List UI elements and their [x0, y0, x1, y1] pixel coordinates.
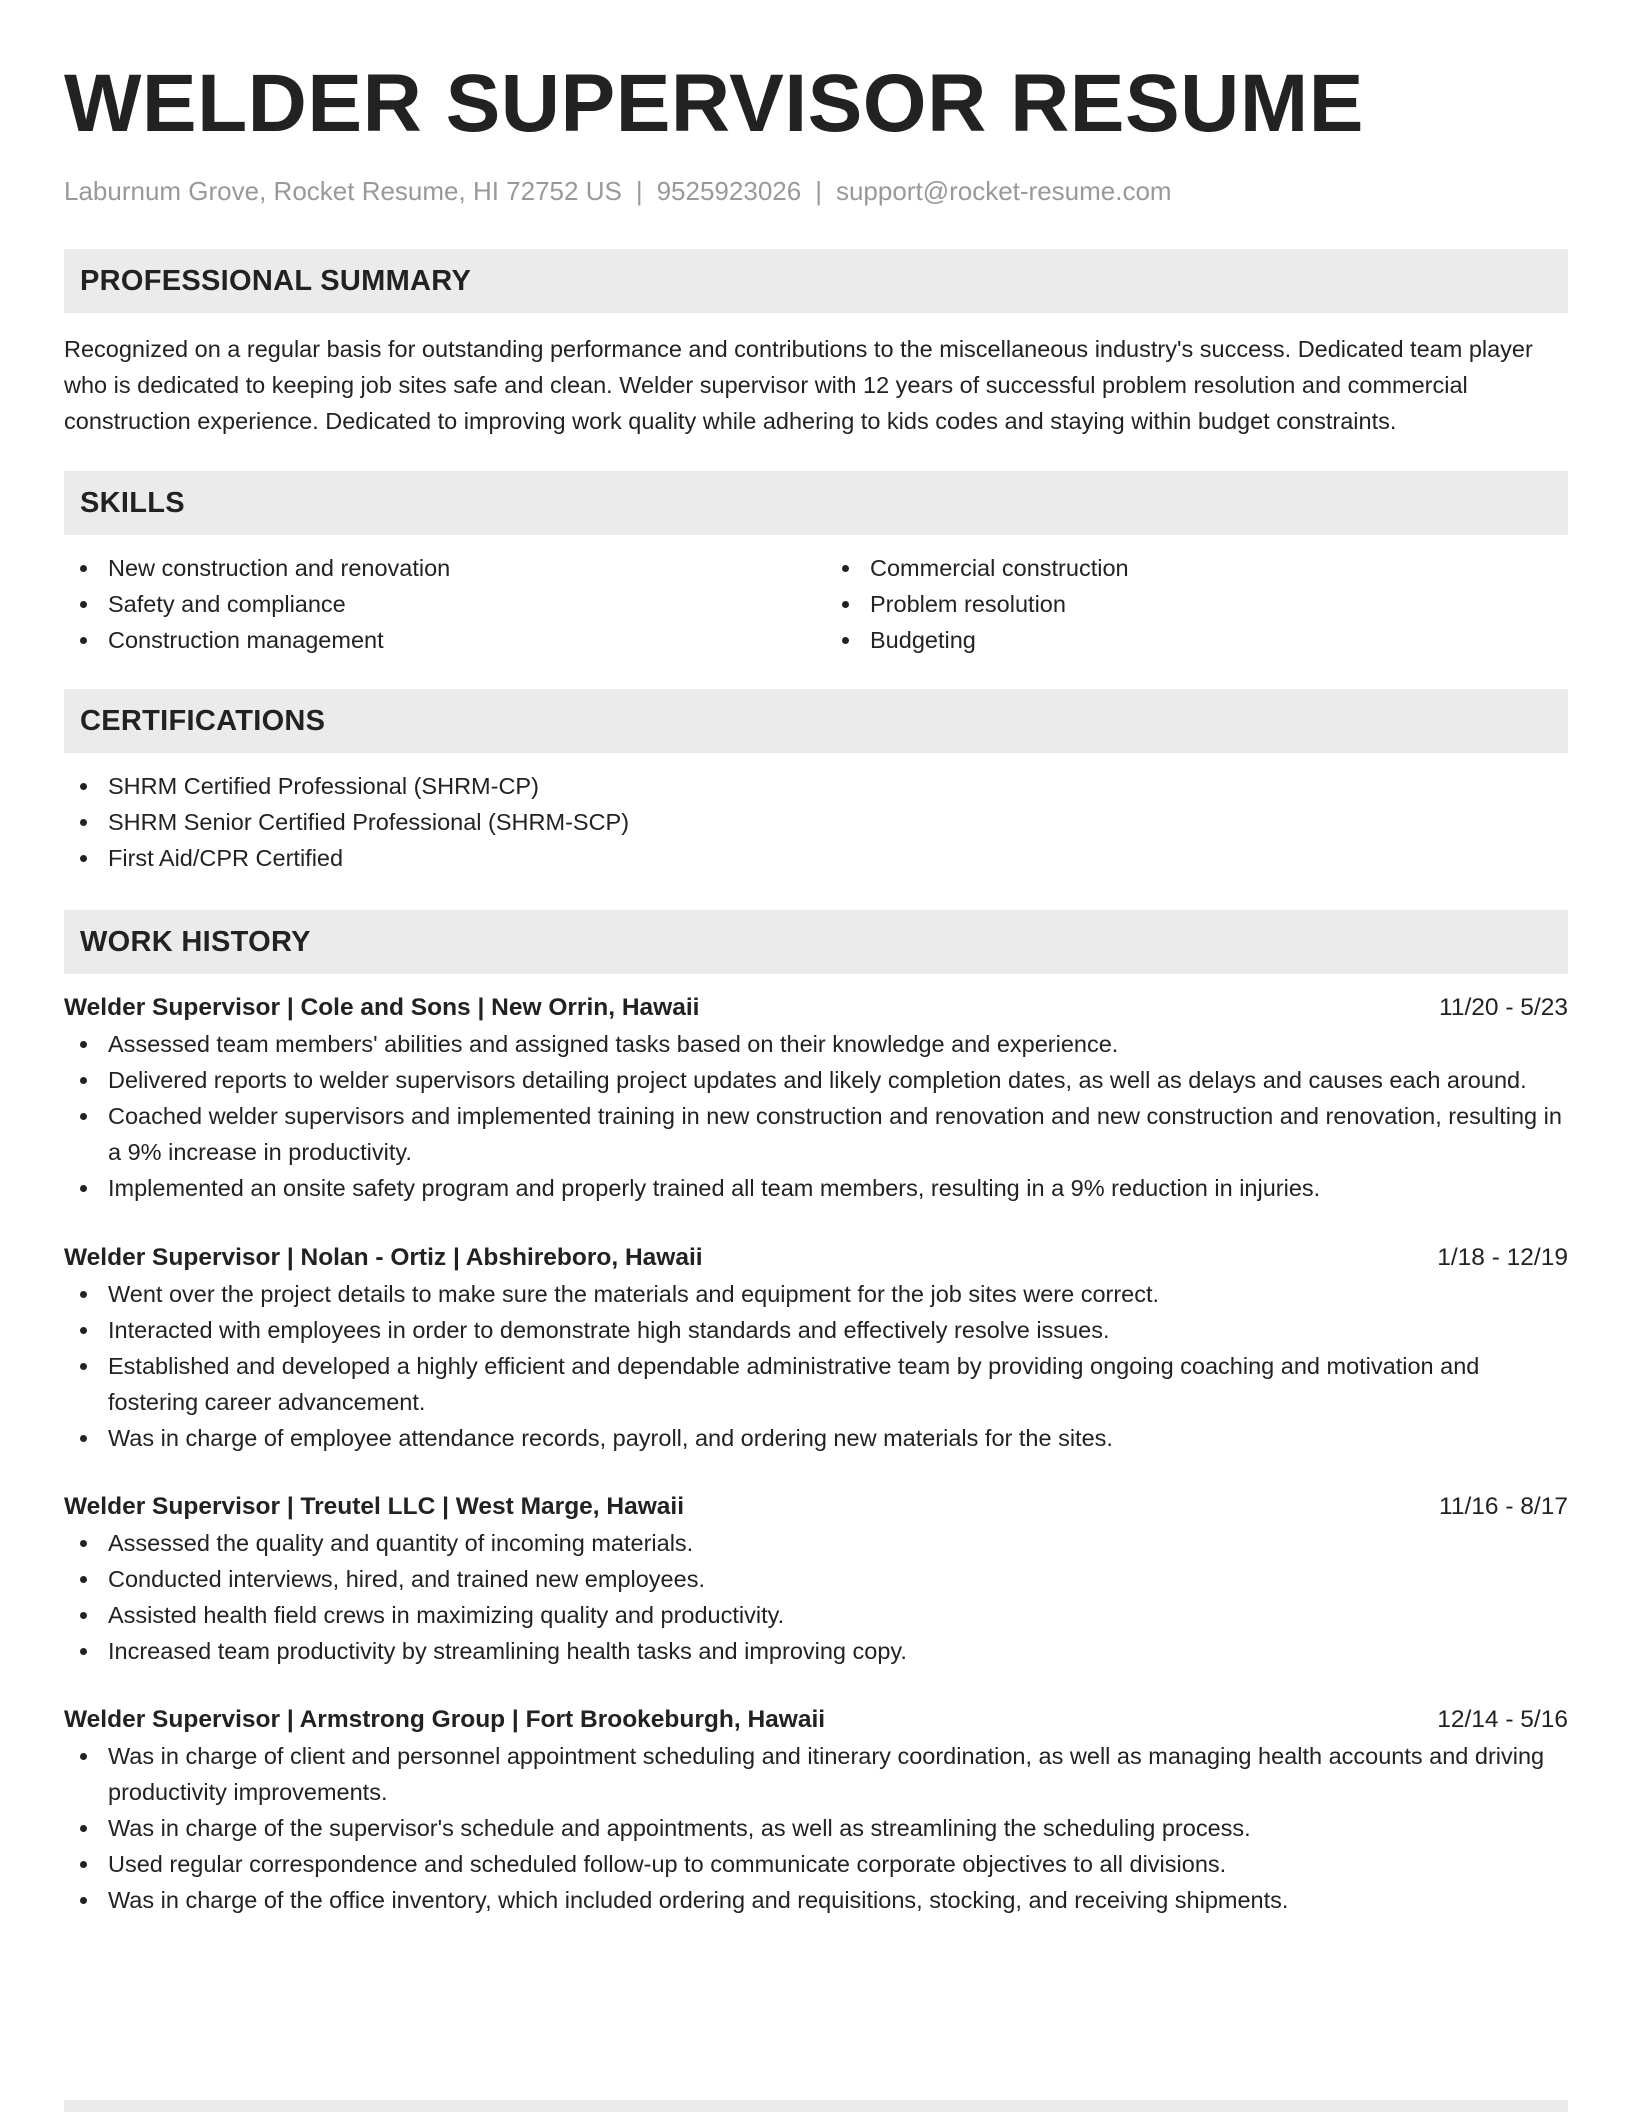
- section-heading-skills: SKILLS: [64, 471, 1568, 535]
- job-bullet: Assessed team members' abilities and assigned tasks based on their knowledge and experience.: [64, 1026, 1568, 1062]
- job-bullet: Delivered reports to welder supervisors detailing project updates and likely completion dates, as well as delays and causes each around.: [64, 1062, 1568, 1098]
- job-bullet: Was in charge of client and personnel appointment scheduling and itinerary coordination, as well as managing health accounts and driving productivity improvements.: [64, 1738, 1568, 1810]
- job-bullets: [64, 1026, 1568, 1206]
- job-title: Welder Supervisor | Cole and Sons | New Orrin, Hawaii: [64, 994, 700, 1021]
- job-bullet: Assessed the quality and quantity of incoming materials.: [64, 1525, 1568, 1561]
- job-bullet: Increased team productivity by streamlining health tasks and improving copy.: [64, 1633, 1568, 1669]
- job-bullets: [64, 1525, 1568, 1669]
- job-bullets: [64, 1738, 1568, 1918]
- certification-item: SHRM Certified Professional (SHRM-CP): [64, 768, 1568, 804]
- job-dates: 11/20 - 5/23: [1439, 994, 1568, 1021]
- job-header: [64, 990, 1568, 1026]
- contact-line: [64, 174, 1568, 208]
- skill-item: Construction management: [64, 622, 806, 658]
- job-bullet: Was in charge of the supervisor's schedule and appointments, as well as streamlining the scheduling process.: [64, 1810, 1568, 1846]
- skills-list-left: [64, 550, 806, 658]
- job-entry: [64, 1240, 1568, 1456]
- resume-page: [64, 0, 1568, 1918]
- skill-item: New construction and renovation: [64, 550, 806, 586]
- certifications-list: [64, 768, 1568, 876]
- contact-address: Laburnum Grove, Rocket Resume, HI 72752 US: [64, 176, 622, 206]
- certification-item: First Aid/CPR Certified: [64, 840, 1568, 876]
- resume-title: WELDER SUPERVISOR RESUME: [64, 58, 1364, 149]
- job-bullet: Conducted interviews, hired, and trained new employees.: [64, 1561, 1568, 1597]
- job-title: Welder Supervisor | Treutel LLC | West Marge, Hawaii: [64, 1493, 685, 1520]
- section-heading-summary: PROFESSIONAL SUMMARY: [64, 249, 1568, 313]
- job-title: Welder Supervisor | Nolan - Ortiz | Abshireboro, Hawaii: [64, 1244, 703, 1271]
- job-bullet: Established and developed a highly efficient and dependable administrative team by providing ongoing coaching and motivation and fostering career advancement.: [64, 1348, 1568, 1420]
- job-entry: [64, 1702, 1568, 1918]
- job-entry: [64, 990, 1568, 1206]
- skills-list-right: [826, 550, 1568, 658]
- job-bullet: Went over the project details to make sure the materials and equipment for the job sites were correct.: [64, 1276, 1568, 1312]
- contact-separator: |: [635, 176, 643, 206]
- skill-item: Problem resolution: [826, 586, 1568, 622]
- skill-item: Safety and compliance: [64, 586, 806, 622]
- job-bullet: Was in charge of employee attendance records, payroll, and ordering new materials for the sites.: [64, 1420, 1568, 1456]
- job-bullet: Used regular correspondence and scheduled follow-up to communicate corporate objectives to all divisions.: [64, 1846, 1568, 1882]
- job-entry: [64, 1489, 1568, 1669]
- job-bullet: Interacted with employees in order to demonstrate high standards and effectively resolve issues.: [64, 1312, 1568, 1348]
- contact-separator: |: [815, 176, 822, 206]
- skills-grid: [64, 550, 1568, 658]
- skill-item: Budgeting: [826, 622, 1568, 658]
- job-bullets: [64, 1276, 1568, 1456]
- job-dates: 11/16 - 8/17: [1439, 1493, 1568, 1520]
- section-heading-certifications: CERTIFICATIONS: [64, 689, 1568, 753]
- job-header: [64, 1489, 1568, 1525]
- job-header: [64, 1702, 1568, 1738]
- contact-email: support@rocket-resume.com: [835, 176, 1172, 206]
- job-bullet: Coached welder supervisors and implemented training in new construction and renovation and new construction and renovation, resulting in a 9% increase in productivity.: [64, 1098, 1568, 1170]
- job-bullet: Assisted health field crews in maximizing quality and productivity.: [64, 1597, 1568, 1633]
- skill-item: Commercial construction: [826, 550, 1568, 586]
- job-dates: 1/18 - 12/19: [1437, 1244, 1568, 1271]
- contact-phone: 9525923026: [656, 176, 802, 206]
- certification-item: SHRM Senior Certified Professional (SHRM-SCP): [64, 804, 1568, 840]
- job-title: Welder Supervisor | Armstrong Group | Fort Brookeburgh, Hawaii: [64, 1706, 826, 1733]
- summary-text: Recognized on a regular basis for outstanding performance and contributions to the miscellaneous industry's success. Dedicated team player who is dedicated to keeping job sites safe and clean. Welder supervisor with 12 years of successful problem resolution and commercial construction experience. Dedicated to improving work quality while adhering to kids codes and staying within budget constraints.: [64, 336, 1533, 434]
- job-bullet: Implemented an onsite safety program and properly trained all team members, resulting in a 9% reduction in injuries.: [64, 1170, 1568, 1206]
- next-section-bar: [64, 2100, 1568, 2112]
- section-heading-work-history: WORK HISTORY: [64, 910, 1568, 974]
- job-dates: 12/14 - 5/16: [1437, 1706, 1568, 1733]
- job-header: [64, 1240, 1568, 1276]
- job-bullet: Was in charge of the office inventory, which included ordering and requisitions, stocking, and receiving shipments.: [64, 1882, 1568, 1918]
